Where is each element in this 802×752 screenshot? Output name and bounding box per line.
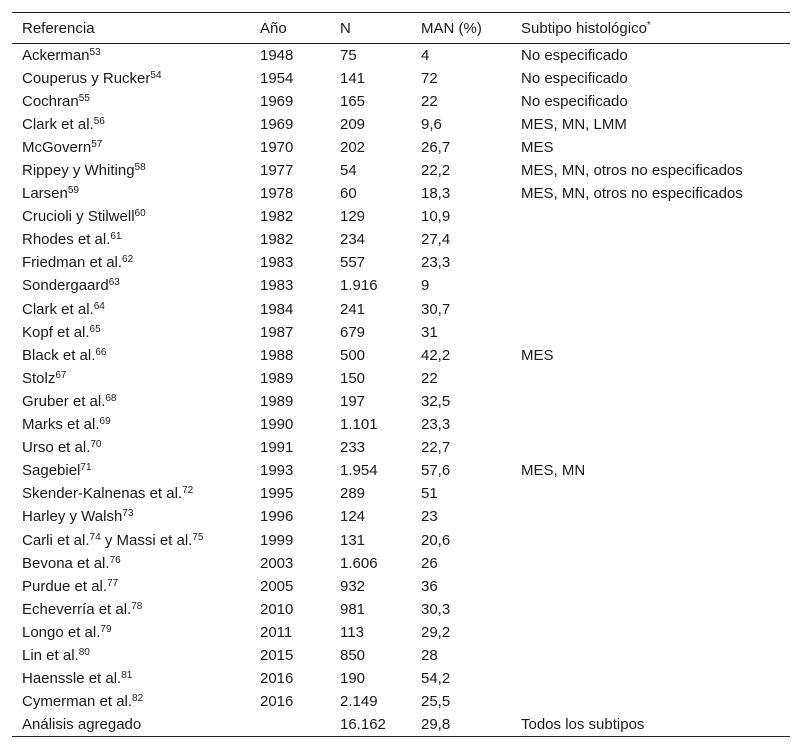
reference-name: Carli et al. [22,531,90,549]
cell-man: 9 [421,277,430,295]
cell-subtipo: No especificado [521,92,628,110]
cell-referencia [12,390,250,413]
cell-referencia [12,298,250,321]
cell-ano: 2016 [260,670,294,688]
cell-man: 26,7 [421,138,451,156]
table-row [12,390,790,413]
table-row [12,182,790,205]
reference-superscript: 71 [80,462,92,474]
col-header-referencia: Referencia [12,13,250,44]
reference-name: McGovern [22,138,92,156]
reference-superscript: 54 [150,69,162,81]
reference-superscript: 56 [93,115,105,127]
cell-ano: 1987 [260,323,294,341]
table-row [12,44,790,67]
cell-referencia [12,459,250,482]
reference-superscript: 67 [55,369,67,381]
reference-name: Sagebiel [22,462,81,480]
cell-subtipo [511,321,790,344]
cell-n: 129 [340,208,366,226]
cell-ano: 2015 [260,646,294,664]
cell-referencia [12,505,250,528]
cell-n: 113 [340,623,364,641]
reference-name: Stolz [22,369,56,387]
reference-superscript: 69 [99,416,111,428]
cell-man: 42,2 [421,346,451,364]
col-header-man: MAN (%) [411,13,511,44]
cell-n: 289 [340,485,366,503]
table-row [12,436,790,459]
cell-referencia [12,690,250,713]
cell-referencia [12,436,250,459]
cell-man: 29,8 [411,713,511,736]
reference-superscript: 80 [78,646,90,658]
cell-man: 23,3 [421,416,451,434]
col-header-n: N [330,13,411,44]
reference-superscript: 58 [134,162,146,174]
cell-man: 30,3 [421,600,451,618]
cell-man: 30,7 [421,300,451,318]
cell-ano: 1989 [260,392,294,410]
reference-superscript: 82 [132,693,144,705]
reference-name: Clark et al. [22,115,94,133]
table-row [12,205,790,228]
table-row [12,528,790,551]
table-row [12,413,790,436]
data-table [12,12,790,737]
cell-man: 4 [421,46,430,64]
cell-referencia [12,482,250,505]
reference-name: Crucioli y Stilwell [22,208,135,226]
cell-man: 28 [421,646,438,664]
cell-n: 16.162 [330,713,411,736]
cell-ano: 1996 [260,508,294,526]
cell-n: 981 [340,600,366,618]
cell-subtipo [511,390,790,413]
cell-n: 850 [340,646,366,664]
reference-name: Cochran [22,92,79,110]
cell-ano: 1993 [260,462,294,480]
cell-ano: 1982 [260,231,294,249]
cell-man: 27,4 [421,231,451,249]
reference-name: Urso et al. [22,439,91,457]
cell-man: 72 [421,69,438,87]
table-row [12,598,790,621]
reference-name: Harley y Walsh [22,508,123,526]
cell-referencia [12,67,250,90]
cell-n: 209 [340,115,366,133]
table-row [12,251,790,274]
table-row [12,690,790,713]
table-row [12,667,790,690]
cell-subtipo: MES, MN [521,462,586,480]
reference-name: Friedman et al. [22,254,123,272]
cell-ano: 1954 [260,69,294,87]
cell-subtipo: MES, MN, otros no especificados [521,162,743,180]
cell-n: 60 [340,185,357,203]
cell-subtipo [511,690,790,713]
cell-subtipo [511,552,790,575]
cell-subtipo: No especificado [521,46,628,64]
cell-ano: 1991 [260,439,294,457]
cell-referencia [12,344,250,367]
cell-ano: 1977 [260,162,294,180]
cell-n: 165 [340,92,366,110]
cell-man: 9,6 [421,115,442,133]
reference-name: Purdue et al. [22,577,108,595]
cell-man: 10,9 [421,208,451,226]
reference-superscript: 64 [93,300,105,312]
cell-ano: 1983 [260,254,294,272]
cell-ano: 1969 [260,115,294,133]
cell-subtipo [511,298,790,321]
cell-ano: 2003 [260,554,294,572]
cell-n: 124 [340,508,366,526]
reference-superscript-2: 75 [192,531,204,543]
table-header [12,13,790,44]
table-row [12,298,790,321]
cell-n: 75 [340,46,357,64]
reference-name: Rhodes et al. [22,231,111,249]
reference-superscript: 63 [108,277,120,289]
col-header-subtipo-label: Subtipo histológico [521,19,647,37]
cell-n: 2.149 [340,693,378,711]
cell-n: 557 [340,254,366,272]
cell-man: 31 [421,323,438,341]
reference-superscript: 74 [89,531,101,543]
cell-n: 54 [340,162,357,180]
cell-man: 36 [421,577,438,595]
table-row [12,344,790,367]
reference-name: Black et al. [22,346,96,364]
cell-referencia [12,667,250,690]
cell-referencia [12,621,250,644]
cell-subtipo: MES [521,346,554,364]
cell-n: 1.606 [340,554,378,572]
cell-man: 25,5 [421,693,451,711]
cell-referencia [12,598,250,621]
cell-ano: 2016 [260,693,294,711]
reference-superscript: 79 [100,623,112,635]
footnote-mark: * [646,19,651,31]
cell-referencia [12,575,250,598]
reference-name: Ackerman [22,46,90,64]
cell-subtipo [511,436,790,459]
table-row [12,459,790,482]
reference-name: Rippey y Whiting [22,162,135,180]
cell-man: 54,2 [421,670,451,688]
cell-man: 32,5 [421,392,451,410]
cell-ano: 2005 [260,577,294,595]
table-row [12,713,790,736]
cell-referencia [12,713,250,736]
reference-name: Skender-Kalnenas et al. [22,485,183,503]
cell-subtipo [511,205,790,228]
cell-ano [250,713,330,736]
reference-name: Kopf et al. [22,323,90,341]
table-row [12,136,790,159]
table-row [12,621,790,644]
col-header-subtipo [511,13,790,44]
cell-n: 202 [340,138,366,156]
cell-subtipo [511,598,790,621]
reference-name: Haenssle et al. [22,670,122,688]
cell-n: 233 [340,439,366,457]
reference-superscript: 76 [109,554,121,566]
reference-name: Sondergaard [22,277,109,295]
cell-referencia [12,205,250,228]
cell-subtipo [511,575,790,598]
table-row [12,552,790,575]
reference-name: Lin et al. [22,646,79,664]
cell-referencia [12,644,250,667]
cell-ano: 1988 [260,346,294,364]
cell-man: 26 [421,554,438,572]
cell-ano: 1970 [260,138,294,156]
cell-n: 500 [340,346,366,364]
reference-superscript: 65 [89,323,101,335]
reference-superscript: 66 [95,346,107,358]
cell-referencia [12,321,250,344]
cell-subtipo [511,621,790,644]
cell-man: 57,6 [421,462,451,480]
cell-referencia [12,136,250,159]
cell-subtipo: MES, MN, LMM [521,115,627,133]
cell-n: 1.954 [340,462,378,480]
cell-man: 23 [421,508,438,526]
cell-man: 22 [421,92,438,110]
cell-ano: 1948 [260,46,294,64]
table-row [12,575,790,598]
reference-name: Longo et al. [22,623,101,641]
cell-n: 197 [340,392,366,410]
cell-n: 141 [340,69,366,87]
cell-ano: 1978 [260,185,294,203]
cell-referencia [12,367,250,390]
cell-n: 190 [340,670,366,688]
cell-man: 29,2 [421,623,451,641]
reference-name-2: y Massi et al. [100,531,193,549]
reference-superscript: 78 [131,600,143,612]
reference-superscript: 72 [182,485,194,497]
cell-ano: 2010 [260,600,294,618]
cell-referencia [12,528,250,551]
reference-name: Echeverría et al. [22,600,132,618]
cell-man: 20,6 [421,531,451,549]
cell-ano: 1969 [260,92,294,110]
cell-man: 22 [421,369,438,387]
table-row [12,321,790,344]
cell-referencia [12,182,250,205]
cell-subtipo [511,667,790,690]
cell-man: 18,3 [421,185,451,203]
cell-referencia [12,159,250,182]
reference-superscript: 77 [107,577,119,589]
cell-subtipo: MES, MN, otros no especificados [521,185,743,203]
cell-referencia [12,413,250,436]
cell-subtipo [511,251,790,274]
cell-man: 22,2 [421,162,451,180]
table-row [12,644,790,667]
reference-name: Larsen [22,185,68,203]
table-row [12,367,790,390]
cell-referencia [12,90,250,113]
table-row [12,90,790,113]
reference-superscript: 57 [91,138,103,150]
cell-referencia [12,113,250,136]
cell-ano: 1982 [260,208,294,226]
cell-n: 932 [340,577,366,595]
reference-superscript: 55 [78,92,90,104]
cell-referencia [12,228,250,251]
cell-subtipo [511,505,790,528]
table-row [12,159,790,182]
table-body [12,44,790,737]
reference-name: Bevona et al. [22,554,110,572]
cell-n: 150 [340,369,366,387]
reference-superscript: 81 [121,670,133,682]
cell-referencia [12,552,250,575]
cell-referencia [12,44,250,67]
cell-ano: 1990 [260,416,294,434]
cell-subtipo [511,644,790,667]
col-header-ano: Año [250,13,330,44]
cell-n: 234 [340,231,366,249]
cell-ano: 1984 [260,300,294,318]
cell-subtipo [511,413,790,436]
cell-referencia [12,274,250,297]
reference-name: Cymerman et al. [22,693,133,711]
cell-n: 1.101 [340,416,378,434]
cell-subtipo: No especificado [521,69,628,87]
table-row [12,67,790,90]
cell-n: 131 [340,531,366,549]
table-row [12,505,790,528]
cell-man: 23,3 [421,254,451,272]
table-row [12,482,790,505]
cell-subtipo: MES [521,138,554,156]
reference-name: Análisis agregado [22,716,142,734]
cell-n: 679 [340,323,366,341]
reference-name: Gruber et al. [22,392,106,410]
table-row [12,228,790,251]
cell-ano: 1989 [260,369,294,387]
reference-superscript: 73 [122,508,134,520]
reference-superscript: 60 [134,208,146,220]
cell-ano: 1995 [260,485,294,503]
cell-referencia [12,251,250,274]
reference-name: Marks et al. [22,416,100,434]
reference-superscript: 68 [105,392,117,404]
header-row [12,13,790,44]
cell-ano: 1983 [260,277,294,295]
reference-name: Couperus y Rucker [22,69,151,87]
cell-ano: 1999 [260,531,294,549]
cell-n: 241 [340,300,366,318]
cell-subtipo [511,367,790,390]
cell-subtipo [511,228,790,251]
reference-superscript: 59 [67,185,79,197]
table-row [12,274,790,297]
reference-superscript: 62 [122,254,134,266]
cell-subtipo [511,528,790,551]
cell-ano: 2011 [260,623,293,641]
cell-subtipo [511,274,790,297]
reference-superscript: 61 [110,231,122,243]
table-row [12,113,790,136]
cell-man: 51 [421,485,438,503]
cell-subtipo: Todos los subtipos [511,713,790,736]
cell-subtipo [511,482,790,505]
reference-name: Clark et al. [22,300,94,318]
reference-superscript: 53 [89,46,101,58]
reference-superscript: 70 [90,439,102,451]
cell-man: 22,7 [421,439,451,457]
cell-n: 1.916 [340,277,378,295]
